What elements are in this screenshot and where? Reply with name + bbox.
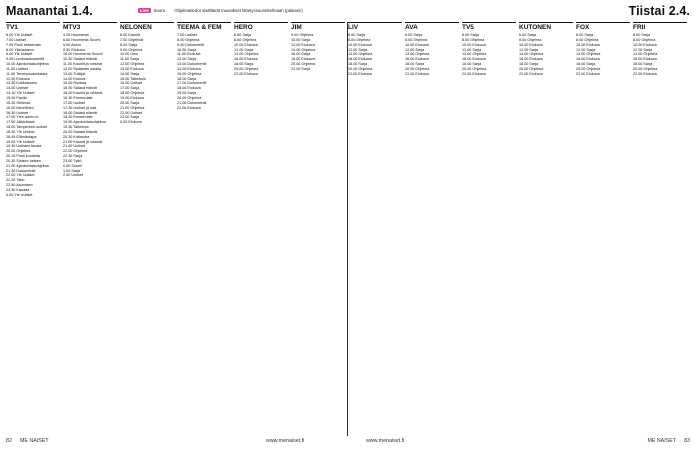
channel-title: TV5 — [462, 22, 516, 31]
channel-title: AVA — [405, 22, 459, 31]
program-entry: 20.00 Ohjelma — [291, 62, 316, 67]
channel-column — [633, 22, 688, 436]
program-entry: 22.00 Elokuva — [177, 105, 201, 110]
program-entry: 7.00 Uutiset — [177, 33, 198, 37]
program-entry: 0.00 Elokuva — [120, 120, 142, 125]
program-entry: 10.30 Salatut elämät — [63, 57, 98, 62]
program-entry: 14.00 Ohjelma — [291, 47, 316, 52]
program-entry: 8.00 Ohjelma — [519, 37, 542, 42]
program-entry: 8.00 Ohjelma — [348, 37, 371, 42]
program-entry: 19.30 Uutisten tausta — [6, 144, 42, 149]
program-entry: 11.00 Sarja — [120, 57, 139, 62]
program-entry: 15.00 Ruokaa — [63, 81, 87, 86]
program-entry: 18.00 Sarja — [576, 62, 596, 67]
channel-column — [6, 22, 61, 436]
program-entry: 18.00 Sarja — [462, 62, 482, 67]
program-entry: 18.30 Emmerdale — [63, 115, 93, 120]
program-entry: 19.30 Talkshow — [63, 125, 89, 130]
program-entry: 17.30 Uutiset ja sää — [63, 105, 97, 110]
listing-columns — [6, 22, 690, 436]
program-entry: 20.00 Salatut elämät — [63, 129, 98, 134]
channel-title: TV1 — [6, 22, 60, 31]
program-entry: 18.00 Elokuva — [177, 86, 201, 91]
channel-title: HERO — [234, 22, 288, 31]
program-entry: 20.00 Ohjelma — [348, 66, 373, 71]
channel-column — [519, 22, 574, 436]
program-entry: 13.30 Kotikatsomo — [6, 81, 38, 86]
program-entry: 21.00 Dokumentti — [177, 100, 207, 105]
program-entry: 16.00 Elokuva — [462, 57, 486, 62]
program-entry: 12.00 Sarja — [576, 47, 596, 52]
program-entry: 8.00 Ohjelma — [633, 37, 656, 42]
program-entry: 6.00 Sarja — [519, 33, 537, 37]
program-entry: 21.30 Uutiset — [63, 144, 86, 149]
channel-column — [348, 22, 403, 436]
program-entry: 6.00 Sarja — [633, 33, 651, 37]
program-entry: 9.00 Aamu — [63, 42, 81, 47]
program-entry: 16.00 Elokuva — [405, 57, 429, 62]
program-entry: 12.00 Sarja — [633, 47, 653, 52]
program-entry: 20.00 Ohjelma — [519, 66, 544, 71]
channel-title: NELONEN — [120, 22, 174, 31]
program-entry: 4.25 Huomenta — [63, 33, 89, 37]
program-entry: 18.00 Sarja — [348, 62, 368, 67]
program-entry: 7.00 Uutiset — [6, 37, 27, 42]
footer — [6, 438, 690, 448]
program-entry: 10.00 Elokuva — [234, 42, 258, 47]
program-entry: 17.00 Uutiset — [63, 100, 86, 105]
page-number-left: 82 — [6, 438, 12, 444]
program-entry: 15.30 Salatut elämät — [63, 86, 98, 91]
program-entry: 21.30 Dokumentti — [6, 168, 36, 173]
program-entry: 18.00 Sarja — [633, 62, 653, 67]
program-entry: 18.00 Elokuva — [291, 57, 315, 62]
program-entry: 20.00 Sarja — [120, 100, 140, 105]
channel-title: TEEMA & FEM — [177, 22, 231, 31]
program-entry: 19.00 Ajankohtaisohjelma — [63, 120, 106, 125]
program-entry: 10.00 Uusi — [120, 52, 138, 57]
program-entry: 18.00 Ohjelma — [120, 91, 145, 96]
program-entry: 18.00 Sarja — [234, 62, 254, 67]
program-entry: 14.10 Yle Uutiset — [6, 91, 35, 96]
program-entry: 12.00 Sarja — [234, 47, 254, 52]
header — [6, 4, 690, 20]
program-entry: 16.00 Sarja — [291, 52, 311, 57]
program-entry: 1.00 Sarja — [63, 168, 81, 173]
brand-left: ME NAISET — [20, 438, 49, 444]
program-entry: 6.00 Sarja — [405, 33, 423, 37]
program-entry: 11.00 Uutiset — [6, 66, 28, 71]
channel-title: MTV3 — [63, 22, 117, 31]
program-entry: 6.00 Sarja — [234, 33, 252, 37]
program-entry: 15.00 Talkshow — [120, 76, 146, 81]
program-entry: 8.00 Ohjelma — [405, 37, 428, 42]
channel-column — [120, 22, 175, 436]
program-entry: 20.00 Ohjelma — [405, 66, 430, 71]
program-entry: 14.00 Ohjelma — [633, 52, 658, 57]
program-entry: 21.00 Ajankohtaisohjelma — [6, 163, 49, 168]
program-entry: 10.00 Sarja — [177, 47, 197, 52]
program-entry: 8.00 Sarja — [120, 42, 138, 47]
program-entry: 20.00 Ohjelma — [177, 95, 202, 100]
program-entry: 10.00 Elokuva — [519, 42, 543, 47]
program-entry: 11.05 Terveyssukelluksia — [6, 71, 48, 76]
program-entry: 9.00 Ohjelma — [291, 33, 314, 37]
program-entry: 14.00 Sarja — [120, 71, 140, 76]
program-entry: 18.00 Sarja — [405, 62, 425, 67]
channel-title: LIV — [348, 22, 402, 31]
program-entry: 18.45 Elämäntapa — [6, 134, 37, 139]
program-entry: 15.00 Pasila — [6, 95, 27, 100]
program-entry: 14.00 Elokuva — [177, 66, 201, 71]
program-entry: 20.00 Ohjelma — [633, 66, 658, 71]
program-entry: 10.00 Elokuva — [348, 42, 372, 47]
channel-column — [291, 22, 346, 436]
page-number-right: 83 — [684, 438, 690, 444]
program-entry: 16.00 Elokuva — [234, 57, 258, 62]
program-entry: 23.30 Kanada — [6, 188, 30, 192]
program-entry: 20.15 Puoli kuudelta — [6, 154, 40, 159]
page-fold-divider — [347, 22, 348, 436]
program-entry: 20.00 Ohjelma — [576, 66, 601, 71]
program-entry: 19.00 Elokuva — [120, 95, 144, 100]
program-entry: 14.00 Ohjelma — [405, 52, 430, 57]
program-entry: 8.00 Ohjelma — [177, 37, 200, 42]
legend — [138, 8, 311, 13]
program-entry: 21.00 Kauniit ja rohkeat — [63, 139, 103, 144]
program-entry: 16.00 Sarja — [177, 76, 197, 81]
program-entry: 14.00 Kotona — [63, 76, 86, 81]
program-entry: 22.00 Elokuva — [348, 71, 372, 76]
program-entry: 22.00 Ohjelma — [63, 149, 88, 154]
program-entry: 16.00 Kauniit ja rohkeat — [63, 91, 103, 96]
program-entry: 22.50 Asumisen — [6, 183, 33, 188]
program-entry: 13.00 Tutkijat — [63, 71, 86, 76]
program-entry: 22.00 Elokuva — [519, 71, 543, 76]
program-entry: 16.30 Uutiset — [6, 110, 29, 115]
day-title-right: Tiistai 2.4. — [628, 4, 690, 18]
program-entry: 20.00 Ohjelma — [462, 66, 487, 71]
live-label: Suora — [153, 8, 166, 13]
program-entry: 8.00 Ykkösaamu — [6, 47, 34, 52]
program-entry: 12.00 Sydämen asialla — [63, 66, 101, 71]
program-entry: 7.00 Ohjelmat — [120, 37, 144, 42]
program-entry: 16.00 Elokuva — [519, 57, 543, 62]
program-entry: 7.05 Puoli seitsemän — [6, 42, 41, 47]
program-entry: 6.00 Huomenta Suomi — [63, 37, 101, 42]
url-right[interactable]: www.menaiset.fi — [366, 438, 405, 444]
program-entry: 22.00 Uutiset — [120, 110, 143, 115]
program-entry: 14.00 Ohjelma — [462, 52, 487, 57]
channel-column — [405, 22, 460, 436]
brand-right: ME NAISET — [647, 438, 676, 444]
program-entry: 12.00 Sarja — [405, 47, 425, 52]
program-entry: 22.00 Sarja — [291, 66, 311, 71]
channel-column — [576, 22, 631, 436]
program-entry: 15.30 Strömsö — [6, 100, 31, 105]
program-entry: 17.00 Dokumentti — [177, 81, 207, 86]
program-entry: 19.00 Sarja — [177, 91, 197, 96]
program-entry: 10.00 Elokuva — [576, 42, 600, 47]
program-entry: 18.00 Tampereen uutiset — [6, 125, 48, 130]
program-entry: 18.00 Sarja — [519, 62, 539, 67]
program-entry: 12.00 Sarja — [348, 47, 368, 52]
program-entry: 16.00 Elokuva — [348, 57, 372, 62]
program-entry: 21.00 Ohjelma — [120, 105, 145, 110]
program-entry: 10.00 Elokuva — [405, 42, 429, 47]
program-entry: 14.00 Ohjelma — [348, 52, 373, 57]
program-entry: 22.00 Elokuva — [462, 71, 486, 76]
program-entry: 9.00 Yle Uutiset — [6, 52, 33, 57]
program-entry: 17.50 Jälkiviisaat — [6, 120, 35, 125]
channel-column — [234, 22, 289, 436]
program-entry: 12.00 Sarja — [462, 47, 482, 52]
program-entry: 6.00 Sarja — [462, 33, 480, 37]
program-entry: 14.00 Uutiset — [6, 86, 29, 91]
program-entry: 11.00 Kauniit ja rohkeat — [63, 62, 103, 67]
program-entry: 17.00 Sarja — [120, 86, 140, 91]
changes-note: Ohjelmatiedot sisältävät muutokset lähetyssuunnitelmaan (pääosin) — [174, 8, 303, 13]
program-entry: 20.00 Ohjelma — [6, 149, 31, 154]
program-entry: 14.00 Ohjelma — [234, 52, 259, 57]
channel-title: FRII — [633, 22, 687, 31]
program-entry: 10.00 Sarja — [291, 37, 311, 42]
channel-column — [462, 22, 517, 436]
program-entry: 20.30 Kotiruoka — [63, 134, 90, 139]
program-entry: 0.00 Yle Uutiset — [6, 192, 33, 197]
program-entry: 14.00 Ohjelma — [576, 52, 601, 57]
program-entry: 8.00 Ohjelma — [234, 37, 257, 42]
program-entry: 6.00 Kauniit — [120, 33, 140, 37]
program-entry: 10.00 Ajankohtaisohjelma — [6, 62, 49, 67]
program-entry: 22.30 Sarja — [63, 154, 83, 159]
program-entry: 10.00 Elokuva — [633, 42, 657, 47]
program-entry: 18.00 Salatut elämät — [63, 110, 98, 115]
program-entry: 6.00 Yle Uutiset — [6, 33, 33, 37]
live-tag: Live — [140, 8, 149, 13]
program-entry: 22.20 Tabu — [6, 178, 25, 183]
program-entry: 23.00 Tyttö — [63, 158, 82, 163]
program-entry: 9.30 Elokuva — [63, 47, 85, 52]
program-entry: 12.00 Elokuva — [6, 76, 30, 81]
program-entry: 16.00 Elokuva — [633, 57, 657, 62]
program-entry: 12.00 Sarja — [519, 47, 539, 52]
program-entry: 8.00 Ohjelma — [462, 37, 485, 42]
program-entry: 0.00 Suomi — [63, 163, 82, 168]
program-entry: 20.00 Ohjelma — [234, 66, 259, 71]
day-title-left: Maanantai 1.4. — [6, 4, 93, 18]
program-entry: 16.00 Uutiset — [120, 81, 143, 86]
program-entry: 22.00 Yle Uutiset — [6, 173, 35, 178]
channel-title: FOX — [576, 22, 630, 31]
channel-title: KUTONEN — [519, 22, 573, 31]
program-entry: 9.00 Dokumentti — [177, 42, 205, 47]
program-entry: 6.00 Sarja — [576, 33, 594, 37]
program-entry: 9.05 Luontodokumentti — [6, 57, 45, 62]
program-entry: 13.00 Elokuva — [120, 66, 144, 71]
program-entry: 18.30 Yle Urheilu — [6, 129, 35, 134]
program-entry: 11.00 Elokuva — [177, 52, 201, 57]
program-entry: 14.00 Ohjelma — [519, 52, 544, 57]
program-entry: 17.00 Ylen aamu-tv — [6, 115, 39, 120]
program-entry: 2.00 Uutiset — [63, 173, 84, 178]
program-entry: 15.00 Ohjelma — [177, 71, 202, 76]
program-entry: 22.00 Elokuva — [633, 71, 657, 76]
program-entry: 12.00 Ohjelma — [120, 62, 145, 67]
program-entry: 10.00 Elokuva — [462, 42, 486, 47]
program-entry: 19.00 Yle Uutiset — [6, 139, 35, 144]
channel-column — [63, 22, 118, 436]
program-entry: 13.00 Dokumentti — [177, 62, 207, 67]
program-entry: 22.00 Elokuva — [234, 71, 258, 76]
program-entry: 20.30 Sinisen hetken — [6, 158, 42, 163]
program-entry: 16.00 Elokuva — [576, 57, 600, 62]
program-entry: 22.00 Elokuva — [405, 71, 429, 76]
channel-title: JIM — [291, 22, 345, 31]
program-entry: 16.30 Emmerdale — [63, 95, 93, 100]
program-entry: 8.00 Ohjelma — [576, 37, 599, 42]
program-entry: 16.00 Merellinen — [6, 105, 34, 110]
program-entry: 12.00 Sarja — [177, 57, 197, 62]
program-entry: 23.00 Sarja — [120, 115, 140, 120]
program-entry: 22.00 Elokuva — [576, 71, 600, 76]
program-entry: 9.00 Ohjelma — [120, 47, 143, 52]
program-entry: 6.00 Sarja — [348, 33, 366, 37]
channel-column — [177, 22, 232, 436]
program-entry: 10.00 Huomenta Suomi — [63, 52, 103, 57]
url-left[interactable]: www.menaiset.fi — [266, 438, 305, 444]
program-entry: 12.00 Elokuva — [291, 42, 315, 47]
